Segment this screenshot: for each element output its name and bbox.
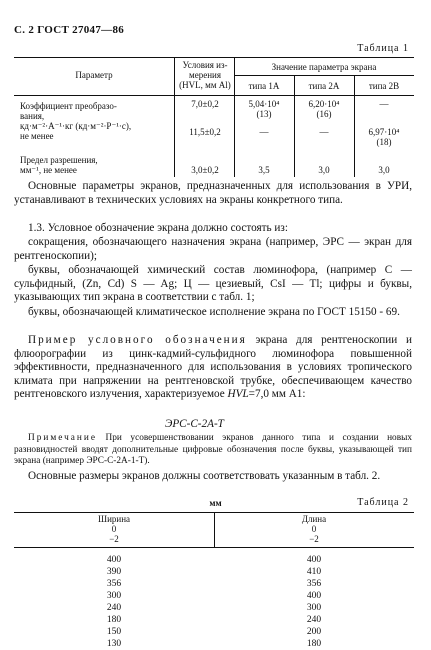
table-cell: 400 [106,555,122,565]
page-header: С. 2 ГОСТ 27047—86 [14,24,125,36]
note: Примечание При усовершенствовании экранов данного типа и создании новых разновидностей вводят дополнительные цифровые обозначения после буквы, указывающей тип экрана (например ЭРС-С-2А-1-Т). [14,433,412,466]
value-cell: 3,0 [378,165,390,175]
table-cell: 300 [106,591,122,601]
paragraph: сокращения, обозначающего назначения экрана (например, ЭРС — экран для рентгеноскопии); [14,236,412,262]
value-cell: 3,0 [318,165,330,175]
value-cell: 6,20·10⁴ (16) [308,99,340,119]
table2-unit: мм [209,498,222,508]
col-header-length: Длина 0 −2 [301,514,327,544]
table-cell: 356 [306,579,322,589]
table2-caption: Таблица 2 [357,497,409,508]
col-header-type-1a: типа 1А [248,81,280,91]
note-lead: Примечание [28,433,97,443]
row-label-resolution: Предел разрешения, мм⁻¹, не менее [20,155,98,175]
value-cell: — [379,99,389,109]
value-cell: 5,04·10⁴ (13) [248,99,280,119]
table-cell: 390 [106,567,122,577]
table-cell: 130 [106,639,122,649]
table1-vrule [174,57,175,177]
value-cell: 3,5 [258,165,270,175]
row-label-conversion-coef: Коэффициент преобразо- вания, кд·м⁻²·А⁻¹·кг (кд·м⁻²·Р⁻¹·с), не менее [20,101,132,141]
table-cell: 240 [306,615,322,625]
cond-value: 11,5±0,2 [189,127,221,137]
col-header-type-2b: типа 2В [368,81,400,91]
width-column [14,554,214,650]
table-cell: 410 [306,567,322,577]
paragraph: 1.3. Условное обозначение экрана должно состоять из: [28,222,288,234]
table-cell: 356 [106,579,122,589]
value-cell: — [259,127,269,137]
table1-group-rule [234,75,414,76]
paragraph: Основные размеры экранов должны соответствовать указанным в табл. 2. [28,470,381,482]
col-header-conditions: Условия из- мерения (HVL, мм Al) [179,60,231,90]
paragraph: буквы, обозначающей химический состав люминофора, (например С — сульфидный, (Zn, Cd) S — Ag; Ц — цезиевый, CsI — Tl; цифры и буквы, указывающих тип экрана в соответствии с табл. 1; [14,264,412,304]
table-cell: 400 [306,555,322,565]
designation-example: ЭРС-С-2А-Т [165,418,224,430]
table-cell: 200 [306,627,322,637]
example-lead: Пример условного обозначения [28,334,247,346]
table1-caption: Таблица 1 [357,43,409,54]
table-cell: 400 [306,591,322,601]
paragraph: Основные параметры экранов, предназначенных для использования в УРИ, устанавливают в технических условиях на экраны конкретного типа. [14,180,412,206]
col-group-header: Значение параметра экрана [271,62,377,72]
col-header-type-2a: типа 2А [308,81,340,91]
table2-head-rule [14,547,414,548]
paragraph: буквы, обозначающей климатическое исполнение экрана по ГОСТ 15150 - 69. [28,306,400,318]
cond-value: 3,0±0,2 [191,165,219,175]
table-cell: 180 [106,615,122,625]
table-cell: 240 [106,603,122,613]
table-cell: 300 [306,603,322,613]
table1-top-rule [14,57,414,58]
cond-value: 7,0±0,2 [191,99,219,109]
value-cell: — [319,127,329,137]
value-cell: 6,97·10⁴ (18) [368,127,400,147]
table-cell: 180 [306,639,322,649]
col-header-parameter: Параметр [75,70,113,80]
example-paragraph: Пример условного обозначения экрана для рентгеноскопии и флюорографии из цинк-кадмий-сульфидного люминофора повышенной эффективности, предназначенного для использования в условиях тропического климата при напряжении на рентгеновской трубке, обеспечивающем качество рентгеновского излучения, характеризуемое HVL=7,0 мм А1: [14,334,412,401]
col-header-width: Ширина 0 −2 [97,514,131,544]
table-cell: 150 [106,627,122,637]
length-column [214,554,414,650]
